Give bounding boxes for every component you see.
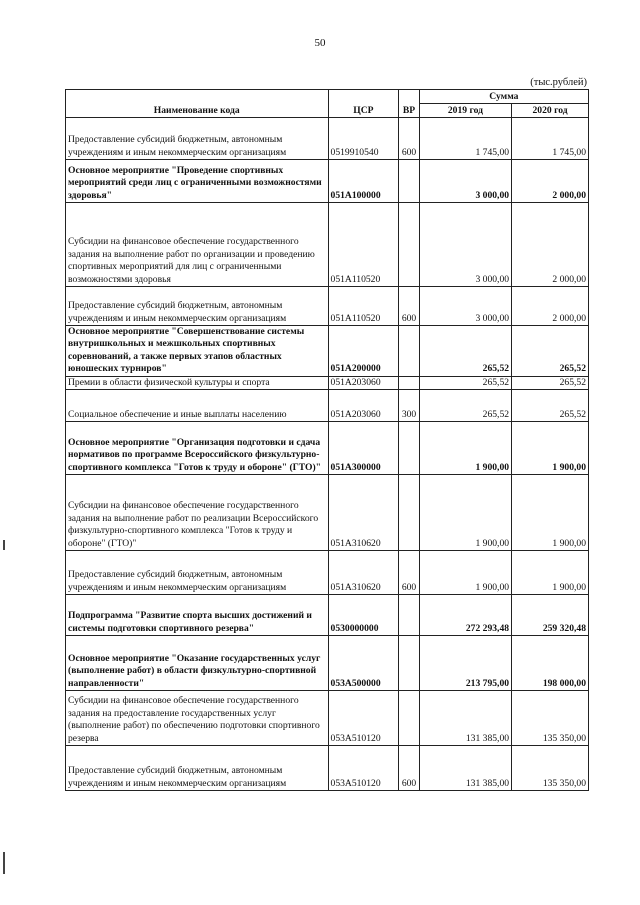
row-name: Предоставление субсидий бюджетным, автономным учреждениям и иным некоммерческим организациям xyxy=(66,118,329,160)
table-row xyxy=(66,691,589,746)
row-name: Премии в области физической культуры и спорта xyxy=(66,376,329,389)
row-value-2020: 259 320,48 xyxy=(512,595,589,636)
row-vr xyxy=(399,376,420,389)
page-number: 50 xyxy=(314,37,326,49)
row-value-2020: 135 350,00 xyxy=(512,691,589,746)
table-row xyxy=(66,376,589,389)
row-value-2019: 272 293,48 xyxy=(419,595,511,636)
row-value-2020: 1 900,00 xyxy=(512,551,589,595)
table-row xyxy=(66,422,589,475)
row-value-2020: 1 900,00 xyxy=(512,422,589,475)
row-name: Социальное обеспечение и иные выплаты населению xyxy=(66,390,329,422)
row-name: Основное мероприятие "Проведение спортивных мероприятий среди лиц с ограниченными возможностями здоровья" xyxy=(66,160,329,203)
row-value-2019: 1 900,00 xyxy=(419,475,511,551)
units-label: (тыс.рублей) xyxy=(530,77,587,88)
row-value-2020: 2 000,00 xyxy=(512,160,589,203)
row-value-2019: 213 795,00 xyxy=(419,636,511,691)
row-value-2019: 1 900,00 xyxy=(419,551,511,595)
row-csr: 053А510120 xyxy=(328,746,399,791)
row-value-2020: 2 000,00 xyxy=(512,287,589,326)
row-vr: 600 xyxy=(399,118,420,160)
row-csr: 051А100000 xyxy=(328,160,399,203)
row-vr xyxy=(399,160,420,203)
row-name: Основное мероприятие "Оказание государственных услуг (выполнение работ) в области физкультурно-спортивной направленности" xyxy=(66,636,329,691)
row-value-2019: 3 000,00 xyxy=(419,203,511,287)
row-name: Субсидии на финансовое обеспечение государственного задания на выполнение работ по реализации Всероссийского физкультурно-спортивного комплекса "Готов к труду и обороне" (ГТО)" xyxy=(66,475,329,551)
row-value-2020: 265,52 xyxy=(512,376,589,389)
row-value-2020: 135 350,00 xyxy=(512,746,589,791)
row-value-2019: 3 000,00 xyxy=(419,287,511,326)
row-value-2019: 131 385,00 xyxy=(419,691,511,746)
table-row xyxy=(66,118,589,160)
row-name: Предоставление субсидий бюджетным, автономным учреждениям и иным некоммерческим организациям xyxy=(66,746,329,791)
row-vr xyxy=(399,203,420,287)
row-vr: 600 xyxy=(399,551,420,595)
row-vr xyxy=(399,595,420,636)
budget-table xyxy=(65,89,589,791)
table-row xyxy=(66,326,589,377)
table-row xyxy=(66,551,589,595)
row-vr: 300 xyxy=(399,390,420,422)
header-sum: Сумма xyxy=(419,90,588,104)
row-value-2019: 3 000,00 xyxy=(419,160,511,203)
table-row xyxy=(66,475,589,551)
table-row xyxy=(66,636,589,691)
row-name: Основное мероприятие "Совершенствование системы внутришкольных и межшкольных спортивных соревнований, а также первых этапов областных юношеских турниров" xyxy=(66,326,329,377)
row-value-2020: 198 000,00 xyxy=(512,636,589,691)
header-2019: 2019 год xyxy=(419,104,511,118)
row-name: Предоставление субсидий бюджетным, автономным учреждениям и иным некоммерческим организациям xyxy=(66,287,329,326)
header-2020: 2020 год xyxy=(512,104,589,118)
header-csr: ЦСР xyxy=(328,90,399,118)
table-row xyxy=(66,160,589,203)
table-row xyxy=(66,287,589,326)
scan-edge-mark xyxy=(3,852,5,874)
row-value-2020: 1 900,00 xyxy=(512,475,589,551)
row-value-2019: 265,52 xyxy=(419,326,511,377)
row-csr: 051А310620 xyxy=(328,475,399,551)
row-vr xyxy=(399,636,420,691)
header-name: Наименование кода xyxy=(66,90,329,118)
row-value-2019: 131 385,00 xyxy=(419,746,511,791)
table-row xyxy=(66,203,589,287)
row-name: Субсидии на финансовое обеспечение государственного задания на предоставление государственных услуг (выполнение работ) по обеспечению подготовки спортивного резерва xyxy=(66,691,329,746)
table-row xyxy=(66,390,589,422)
row-name: Предоставление субсидий бюджетным, автономным учреждениям и иным некоммерческим организациям xyxy=(66,551,329,595)
row-name: Основное мероприятие "Организация подготовки и сдача нормативов по программе Всероссийского физкультурно-спортивного комплекса "Готов к труду и обороне" (ГТО)" xyxy=(66,422,329,475)
row-value-2020: 265,52 xyxy=(512,390,589,422)
row-csr: 051А203060 xyxy=(328,376,399,389)
scan-edge-mark xyxy=(3,540,5,550)
row-vr xyxy=(399,475,420,551)
row-csr: 053А500000 xyxy=(328,636,399,691)
row-value-2019: 1 900,00 xyxy=(419,422,511,475)
row-csr: 051А200000 xyxy=(328,326,399,377)
row-vr: 600 xyxy=(399,287,420,326)
row-value-2020: 265,52 xyxy=(512,326,589,377)
row-csr: 051А110520 xyxy=(328,203,399,287)
table-row xyxy=(66,746,589,791)
row-value-2020: 2 000,00 xyxy=(512,203,589,287)
row-vr xyxy=(399,326,420,377)
row-value-2019: 265,52 xyxy=(419,376,511,389)
row-name: Подпрограмма "Развитие спорта высших достижений и системы подготовки спортивного резерва" xyxy=(66,595,329,636)
header-vr: ВР xyxy=(399,90,420,118)
row-csr: 0530000000 xyxy=(328,595,399,636)
row-vr: 600 xyxy=(399,746,420,791)
row-value-2020: 1 745,00 xyxy=(512,118,589,160)
row-csr: 051А310620 xyxy=(328,551,399,595)
row-csr: 053А510120 xyxy=(328,691,399,746)
table-row xyxy=(66,595,589,636)
row-vr xyxy=(399,422,420,475)
row-name: Субсидии на финансовое обеспечение государственного задания на выполнение работ по организации и проведению спортивных мероприятий для лиц с ограниченными возможностями здоровья xyxy=(66,203,329,287)
row-csr: 051А203060 xyxy=(328,390,399,422)
row-csr: 051А110520 xyxy=(328,287,399,326)
row-csr: 051А300000 xyxy=(328,422,399,475)
row-value-2019: 265,52 xyxy=(419,390,511,422)
row-value-2019: 1 745,00 xyxy=(419,118,511,160)
row-csr: 0519910540 xyxy=(328,118,399,160)
row-vr xyxy=(399,691,420,746)
